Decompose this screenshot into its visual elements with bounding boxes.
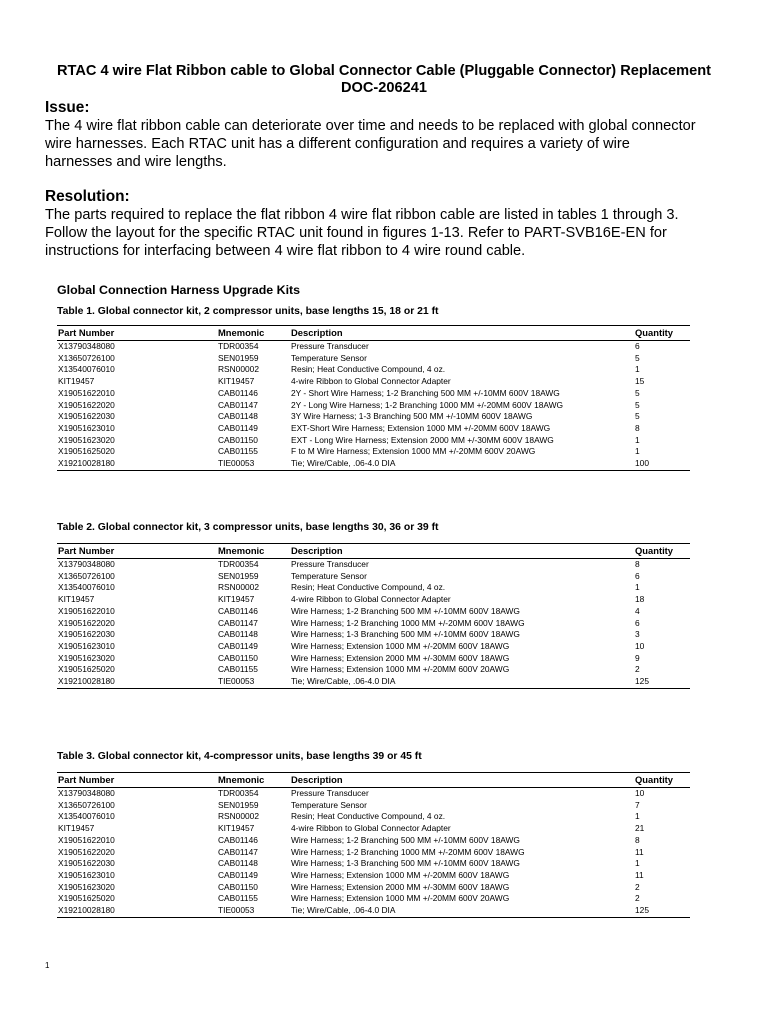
table-row — [57, 353, 690, 365]
mnemonic-cell: RSN00002 — [218, 364, 259, 375]
document-title — [0, 63, 768, 97]
document-title-line: RTAC 4 wire Flat Ribbon cable to Global Connector Cable (Pluggable Connector) Replacement — [56, 63, 712, 79]
description-cell: Pressure Transducer — [291, 788, 369, 798]
part-number-cell: X19051622010 — [58, 834, 115, 845]
table-header-row — [57, 544, 690, 559]
part-number-cell: KIT19457 — [58, 594, 95, 605]
description-cell: Temperature Sensor — [291, 570, 367, 581]
issue-paragraph — [45, 117, 735, 171]
quantity-cell: 125 — [634, 676, 690, 688]
quantity-cell: 8 — [635, 422, 640, 433]
part-number-header: Part Number — [57, 544, 217, 559]
mnemonic-cell: CAB01146 — [218, 605, 258, 616]
part-number-header: Part Number — [57, 326, 217, 341]
table-row — [57, 800, 690, 812]
table-caption: Table 1. Global connector kit, 2 compressor units, base lengths 15, 18 or 21 ft — [57, 306, 439, 317]
mnemonic-cell: CAB01147 — [218, 846, 258, 857]
description-cell: Wire Harness; Extension 1000 MM +/-20MM 600V 18AWG — [291, 640, 510, 651]
table-row — [57, 811, 690, 823]
table-row — [57, 606, 690, 618]
quantity-cell: 7 — [635, 799, 640, 810]
part-number-cell: X19210028180 — [57, 676, 217, 688]
mnemonic-cell: SEN01959 — [218, 352, 259, 363]
description-cell: Wire Harness; Extension 1000 MM +/-20MM 600V 20AWG — [291, 664, 510, 675]
mnemonic-cell: CAB01150 — [218, 434, 258, 445]
description-cell: Pressure Transducer — [291, 559, 369, 569]
description-cell: Tie; Wire/Cable, .06-4.0 DIA — [290, 676, 634, 688]
part-number-cell: X19051622030 — [58, 858, 115, 869]
part-number-cell: X19051623020 — [58, 652, 115, 663]
parts-table — [57, 325, 690, 471]
description-cell: 4-wire Ribbon to Global Connector Adapter — [291, 376, 451, 387]
mnemonic-header: Mnemonic — [217, 326, 290, 341]
table-row — [57, 653, 690, 665]
table-row — [57, 676, 690, 688]
table-row — [57, 664, 690, 676]
issue-heading: Issue: — [45, 99, 90, 116]
quantity-cell: 100 — [634, 458, 690, 470]
mnemonic-header: Mnemonic — [217, 544, 290, 559]
part-number-cell: X19051622030 — [58, 629, 115, 640]
description-cell: 2Y - Long Wire Harness; 1-2 Branching 1000 MM +/-20MM 600V 18AWG — [291, 399, 564, 410]
quantity-cell: 5 — [635, 352, 640, 363]
part-number-cell: X13790348080 — [58, 341, 115, 351]
mnemonic-cell: CAB01149 — [218, 869, 258, 880]
mnemonic-cell: TIE00053 — [217, 905, 290, 917]
part-number-cell: X19051622020 — [58, 846, 115, 857]
quantity-cell: 15 — [635, 376, 645, 387]
mnemonic-cell: KIT19457 — [218, 594, 255, 605]
part-number-cell: X13650726100 — [58, 799, 115, 810]
part-number-cell: X13790348080 — [58, 788, 115, 798]
issue-line: harnesses and wire lengths. — [45, 154, 227, 170]
quantity-cell: 2 — [635, 893, 640, 904]
quantity-cell: 1 — [635, 446, 640, 457]
mnemonic-cell: SEN01959 — [218, 570, 259, 581]
description-cell: Wire Harness; Extension 2000 MM +/-30MM 600V 18AWG — [291, 652, 510, 663]
mnemonic-cell: TIE00053 — [217, 676, 290, 688]
description-cell: Temperature Sensor — [291, 352, 367, 363]
description-cell: Wire Harness; 1-3 Branching 500 MM +/-10MM 600V 18AWG — [291, 629, 520, 640]
mnemonic-cell: CAB01148 — [218, 629, 258, 640]
description-cell: Wire Harness; 1-3 Branching 500 MM +/-10MM 600V 18AWG — [291, 858, 520, 869]
description-cell: 2Y - Short Wire Harness; 1-2 Branching 500 MM +/-10MM 600V 18AWG — [291, 387, 560, 398]
resolution-line: The parts required to replace the flat ribbon 4 wire flat ribbon cable are listed in tables 1 through 3. — [45, 207, 679, 223]
quantity-cell: 8 — [635, 559, 640, 569]
table-caption: Table 2. Global connector kit, 3 compressor units, base lengths 30, 36 or 39 ft — [57, 522, 439, 533]
table-row — [57, 423, 690, 435]
quantity-cell: 21 — [635, 823, 645, 834]
description-cell: Wire Harness; 1-2 Branching 1000 MM +/-20MM 600V 18AWG — [291, 846, 525, 857]
description-cell: 4-wire Ribbon to Global Connector Adapter — [291, 594, 451, 605]
kits-heading: Global Connection Harness Upgrade Kits — [57, 283, 301, 297]
part-number-cell: X19210028180 — [57, 458, 217, 470]
table-row — [57, 823, 690, 835]
description-header: Description — [290, 326, 634, 341]
table-header-row — [57, 326, 690, 341]
description-header: Description — [290, 544, 634, 559]
part-number-cell: X19210028180 — [57, 905, 217, 917]
mnemonic-cell: TDR00354 — [218, 559, 259, 569]
quantity-cell: 6 — [635, 570, 640, 581]
description-cell: Wire Harness; 1-2 Branching 500 MM +/-10MM 600V 18AWG — [291, 605, 520, 616]
quantity-cell: 125 — [634, 905, 690, 917]
table-row — [57, 905, 690, 917]
quantity-cell: 8 — [635, 834, 640, 845]
table-row — [57, 400, 690, 412]
part-number-cell: X13540076010 — [58, 811, 115, 822]
part-number-cell: X13540076010 — [58, 364, 115, 375]
table-header-row — [57, 773, 690, 788]
mnemonic-cell: RSN00002 — [218, 811, 259, 822]
table-caption: Table 3. Global connector kit, 4-compressor units, base lengths 39 or 45 ft — [57, 751, 422, 762]
quantity-cell: 6 — [635, 341, 640, 351]
table-row — [57, 446, 690, 458]
part-number-cell: X19051625020 — [58, 893, 115, 904]
table-row — [57, 411, 690, 423]
description-cell: Temperature Sensor — [291, 799, 367, 810]
table-row — [57, 559, 690, 571]
description-cell: Wire Harness; 1-2 Branching 500 MM +/-10MM 600V 18AWG — [291, 834, 520, 845]
resolution-paragraph — [45, 206, 735, 260]
mnemonic-cell: CAB01150 — [218, 881, 258, 892]
quantity-cell: 1 — [635, 582, 640, 593]
description-cell: Wire Harness; Extension 1000 MM +/-20MM 600V 18AWG — [291, 869, 510, 880]
description-cell: Tie; Wire/Cable, .06-4.0 DIA — [290, 458, 634, 470]
quantity-cell: 6 — [635, 617, 640, 628]
part-number-cell: X19051623020 — [58, 881, 115, 892]
resolution-line: instructions for interfacing between 4 wire flat ribbon to 4 wire round cable. — [45, 243, 526, 259]
description-cell: EXT - Long Wire Harness; Extension 2000 MM +/-30MM 600V 18AWG — [291, 434, 554, 445]
part-number-cell: X19051622030 — [58, 411, 115, 422]
part-number-cell: X19051623010 — [58, 869, 115, 880]
part-number-cell: X13540076010 — [58, 582, 115, 593]
quantity-cell: 9 — [635, 652, 640, 663]
mnemonic-cell: TDR00354 — [218, 788, 259, 798]
table-row — [57, 870, 690, 882]
parts-table — [57, 772, 690, 918]
description-cell: Tie; Wire/Cable, .06-4.0 DIA — [290, 905, 634, 917]
quantity-cell: 1 — [635, 811, 640, 822]
quantity-cell: 3 — [635, 629, 640, 640]
part-number-cell: X19051622020 — [58, 399, 115, 410]
issue-line: wire harnesses. Each RTAC unit has a different configuration and requires a variety of wire — [45, 136, 630, 152]
description-cell: Resin; Heat Conductive Compound, 4 oz. — [291, 811, 446, 822]
table-row — [57, 582, 690, 594]
quantity-header: Quantity — [634, 773, 690, 788]
table-row — [57, 435, 690, 447]
part-number-cell: X13650726100 — [58, 570, 115, 581]
quantity-cell: 11 — [635, 869, 644, 880]
quantity-cell: 4 — [635, 605, 640, 616]
table-row — [57, 341, 690, 353]
description-cell: Resin; Heat Conductive Compound, 4 oz. — [291, 582, 446, 593]
table-row — [57, 364, 690, 376]
quantity-cell: 2 — [635, 881, 640, 892]
mnemonic-cell: CAB01149 — [218, 422, 258, 433]
table-row — [57, 594, 690, 606]
part-number-cell: X19051625020 — [58, 664, 115, 675]
resolution-heading: Resolution: — [45, 188, 130, 205]
description-cell: F to M Wire Harness; Extension 1000 MM +/-20MM 600V 20AWG — [291, 446, 536, 457]
table-row — [57, 847, 690, 859]
mnemonic-cell: TIE00053 — [217, 458, 290, 470]
part-number-cell: X13650726100 — [58, 352, 115, 363]
quantity-cell: 5 — [635, 411, 640, 422]
description-cell: Resin; Heat Conductive Compound, 4 oz. — [291, 364, 446, 375]
part-number-cell: KIT19457 — [58, 823, 95, 834]
page-number: 1 — [45, 961, 50, 970]
part-number-cell: KIT19457 — [58, 376, 95, 387]
mnemonic-cell: SEN01959 — [218, 799, 259, 810]
part-number-cell: X19051623010 — [58, 640, 115, 651]
table-row — [57, 858, 690, 870]
table-row — [57, 893, 690, 905]
table-row — [57, 835, 690, 847]
mnemonic-cell: CAB01148 — [218, 858, 258, 869]
quantity-cell: 5 — [635, 399, 640, 410]
description-cell: Pressure Transducer — [291, 341, 369, 351]
mnemonic-cell: CAB01148 — [218, 411, 258, 422]
resolution-line: Follow the layout for the specific RTAC unit found in figures 1-13. Refer to PART-SVB16E-EN for — [45, 225, 667, 241]
table-row — [57, 571, 690, 583]
part-number-cell: X19051622010 — [58, 387, 115, 398]
part-number-header: Part Number — [57, 773, 217, 788]
description-cell: Wire Harness; Extension 2000 MM +/-30MM 600V 18AWG — [291, 881, 510, 892]
table-row — [57, 629, 690, 641]
mnemonic-cell: KIT19457 — [218, 376, 255, 387]
quantity-cell: 11 — [635, 846, 644, 857]
quantity-header: Quantity — [634, 544, 690, 559]
quantity-header: Quantity — [634, 326, 690, 341]
parts-table — [57, 543, 690, 689]
part-number-cell: X13790348080 — [58, 559, 115, 569]
table-row — [57, 788, 690, 800]
description-cell: Wire Harness; Extension 1000 MM +/-20MM 600V 20AWG — [291, 893, 510, 904]
mnemonic-cell: CAB01155 — [218, 446, 258, 457]
table-row — [57, 376, 690, 388]
mnemonic-cell: KIT19457 — [218, 823, 255, 834]
quantity-cell: 10 — [635, 640, 645, 651]
mnemonic-cell: CAB01147 — [218, 399, 258, 410]
part-number-cell: X19051623020 — [58, 434, 115, 445]
mnemonic-cell: CAB01146 — [218, 834, 258, 845]
mnemonic-cell: TDR00354 — [218, 341, 259, 351]
description-cell: Wire Harness; 1-2 Branching 1000 MM +/-20MM 600V 18AWG — [291, 617, 525, 628]
part-number-cell: X19051622010 — [58, 605, 115, 616]
table-row — [57, 458, 690, 470]
table-row — [57, 618, 690, 630]
mnemonic-cell: CAB01155 — [218, 893, 258, 904]
part-number-cell: X19051625020 — [58, 446, 115, 457]
document-number: DOC-206241 — [341, 80, 427, 96]
description-header: Description — [290, 773, 634, 788]
quantity-cell: 1 — [635, 364, 640, 375]
table-row — [57, 388, 690, 400]
quantity-cell: 1 — [635, 858, 640, 869]
quantity-cell: 2 — [635, 664, 640, 675]
mnemonic-cell: CAB01149 — [218, 640, 258, 651]
description-cell: 4-wire Ribbon to Global Connector Adapter — [291, 823, 451, 834]
mnemonic-cell: CAB01147 — [218, 617, 258, 628]
quantity-cell: 18 — [635, 594, 645, 605]
quantity-cell: 5 — [635, 387, 640, 398]
mnemonic-header: Mnemonic — [217, 773, 290, 788]
description-cell: EXT-Short Wire Harness; Extension 1000 MM +/-20MM 600V 18AWG — [291, 422, 551, 433]
table-row — [57, 882, 690, 894]
mnemonic-cell: CAB01150 — [218, 652, 258, 663]
issue-line: The 4 wire flat ribbon cable can deteriorate over time and needs to be replaced with global connector — [45, 118, 696, 134]
mnemonic-cell: CAB01146 — [218, 387, 258, 398]
mnemonic-cell: CAB01155 — [218, 664, 258, 675]
part-number-cell: X19051623010 — [58, 422, 115, 433]
table-row — [57, 641, 690, 653]
mnemonic-cell: RSN00002 — [218, 582, 259, 593]
description-cell: 3Y Wire Harness; 1-3 Branching 500 MM +/-10MM 600V 18AWG — [291, 411, 533, 422]
quantity-cell: 10 — [635, 788, 645, 798]
part-number-cell: X19051622020 — [58, 617, 115, 628]
quantity-cell: 1 — [635, 434, 640, 445]
